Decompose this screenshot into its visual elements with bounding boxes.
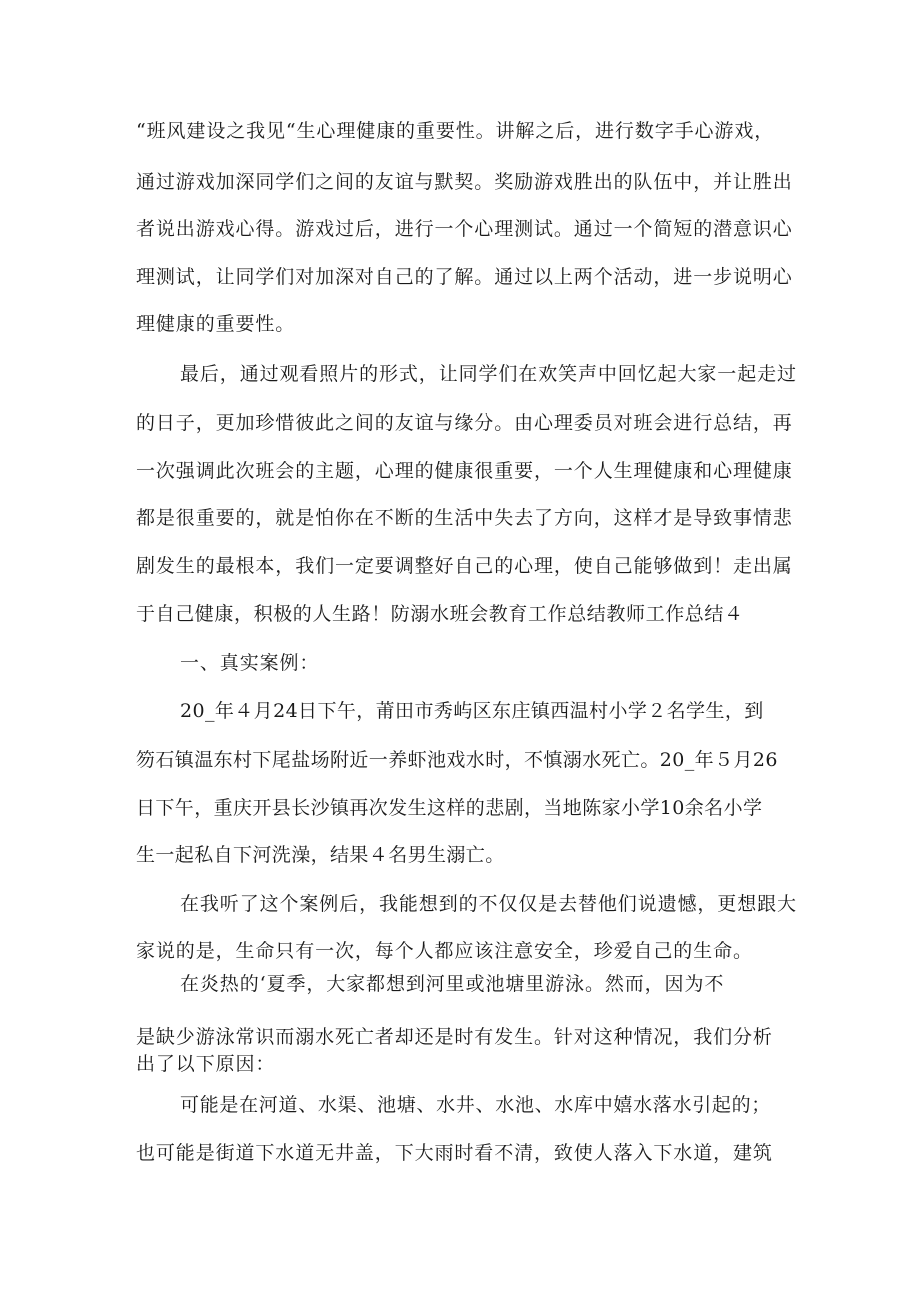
text-line: 笏石镇温东村下尾盐场附近一养虾池戏水时，不慎溺水死亡。20_年５月26	[136, 749, 778, 771]
text-line: 理测试，让同学们对加深对自己的了解。通过以上两个活动，进一步说明心	[136, 266, 793, 288]
text-line: 都是很重要的，就是怕你在不断的生活中失去了方向，这样才是导致事情悲	[136, 507, 793, 529]
text-line: 者说出游戏心得。游戏过后，进行一个心理测试。通过一个简短的潜意识心	[136, 218, 793, 240]
text-line: 生一起私自下河洗澡，结果４名男生溺亡。	[136, 844, 505, 866]
text-line: 家说的是，生命只有一次，每个人都应该注意安全，珍爱自己的生命。	[136, 940, 753, 962]
section-heading: 一、真实案例：	[180, 652, 320, 674]
text-line: 通过游戏加深同学们之间的友谊与默契。奖励游戏胜出的队伍中，并让胜出	[136, 171, 793, 193]
text-line: 也可能是街道下水道无井盖，下大雨时看不清，致使人落入下水道，建筑	[136, 1142, 773, 1164]
text-line: 在我听了这个案例后，我能想到的不仅仅是去替他们说遗憾，更想跟大	[180, 893, 797, 915]
text-line: “班风建设之我见“生心理健康的重要性。讲解之后，进行数字手心游戏，	[136, 120, 775, 142]
text-line: 最后，通过观看照片的形式，让同学们在欢笑声中回忆起大家一起走过	[180, 363, 797, 385]
text-line: 在炎热的‘夏季，大家都想到河里或池塘里游泳。然而，因为不	[180, 973, 725, 995]
text-line: 剧发生的最根本，我们一定要调整好自己的心理，使自己能够做到！走出属	[136, 555, 793, 577]
text-line: 20_年４月24日下午，莆田市秀屿区东庄镇西温村小学２名学生，到	[180, 700, 764, 722]
text-line: 出了以下原因：	[136, 1053, 276, 1075]
text-line: 理健康的重要性。	[136, 313, 296, 335]
text-line: 日下午，重庆开县长沙镇再次发生这样的悲剧，当地陈家小学10余名小学	[136, 797, 763, 819]
text-line: 可能是在河道、水渠、池塘、水井、水池、水库中嬉水落水引起的；	[180, 1094, 772, 1116]
text-line: 的日子，更加珍惜彼此之间的友谊与缘分。由心理委员对班会进行总结，再	[136, 412, 793, 434]
text-line: 于自己健康，积极的人生路！防溺水班会教育工作总结教师工作总结４	[136, 603, 744, 625]
text-line: 是缺少游泳常识而溺水死亡者却还是时有发生。针对这种情况，我们分析	[136, 1026, 773, 1048]
text-line: 一次强调此次班会的主题，心理的健康很重要，一个人生理健康和心理健康	[136, 460, 793, 482]
